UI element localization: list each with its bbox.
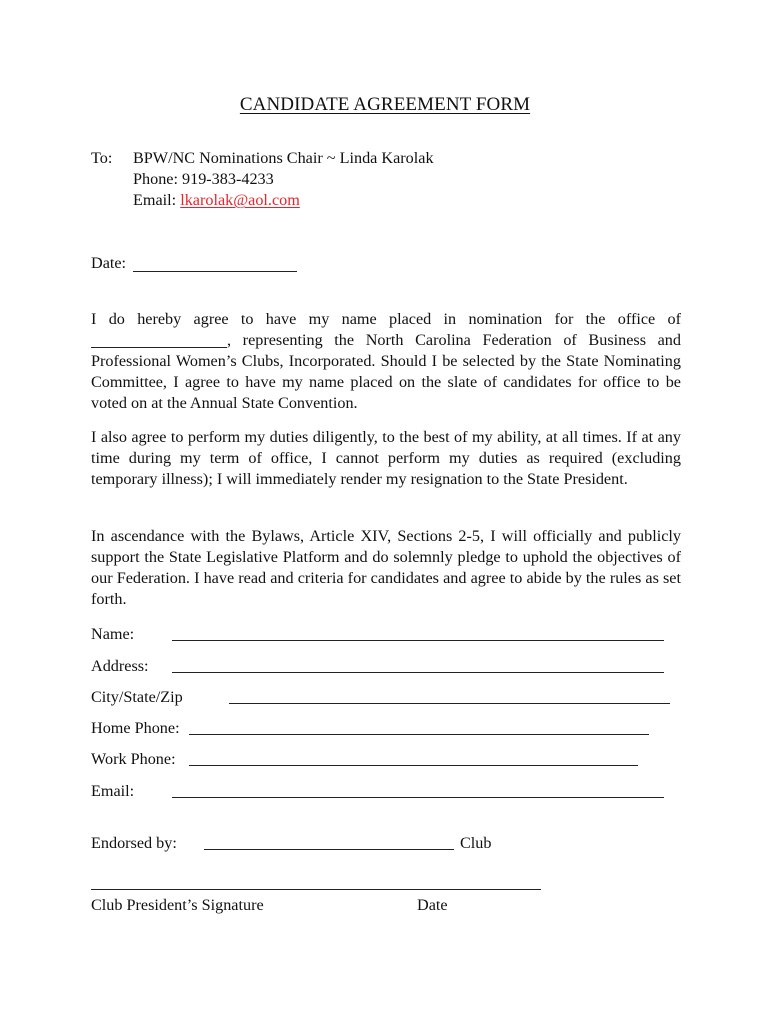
home-phone-input-line[interactable] — [189, 734, 649, 735]
paragraph-1-line-2: , representing the North Carolina Federation of Business and — [227, 331, 681, 349]
signature-label: Club President’s Signature — [91, 896, 264, 914]
paragraph-1-line-1: I do hereby agree to have my name placed in nomination for the office of — [91, 310, 681, 328]
email-input-line[interactable] — [172, 797, 664, 798]
signature-input-line[interactable] — [91, 889, 541, 890]
email-link[interactable]: lkarolak@aol.com — [180, 191, 300, 209]
signature-date-label: Date — [417, 896, 448, 914]
home-phone-label: Home Phone: — [91, 719, 180, 737]
recipient-text: BPW/NC Nominations Chair ~ Linda Karolak — [133, 149, 434, 167]
paragraph-2: I also agree to perform my duties diligently, to the best of my ability, at all times. If at any time during my term of office, I cannot perform my duties as required (excluding temporary illness); I will immediately render my resignation to the State President. — [91, 428, 681, 488]
office-input-line[interactable] — [91, 347, 227, 348]
city-state-zip-label: City/State/Zip — [91, 688, 183, 706]
work-phone-label: Work Phone: — [91, 750, 176, 768]
to-label: To: — [91, 149, 113, 167]
page-title: CANDIDATE AGREEMENT FORM — [239, 94, 531, 115]
paragraph-1-rest: Professional Women’s Clubs, Incorporated. Should I be selected by the State Nominating Committee, I agree to have my name placed on the slate of candidates for office to be voted on at the Annual State Convention. — [91, 352, 681, 412]
name-input-line[interactable] — [172, 640, 664, 641]
date-label: Date: — [91, 254, 127, 272]
name-label: Name: — [91, 625, 135, 643]
email-line — [133, 190, 300, 211]
address-input-line[interactable] — [172, 672, 664, 673]
endorsed-by-label: Endorsed by: — [91, 834, 177, 852]
endorsed-club-input-line[interactable] — [204, 849, 454, 850]
work-phone-input-line[interactable] — [189, 765, 638, 766]
email-label: Email: — [133, 191, 177, 209]
email-field-label: Email: — [91, 782, 135, 800]
paragraph-3: In ascendance with the Bylaws, Article XIV, Sections 2-5, I will officially and publicly support the State Legislative Platform and do solemnly pledge to uphold the objectives of our Federation. I have read and criteria for candidates and agree to abide by the rules as set forth. — [91, 527, 681, 608]
address-label: Address: — [91, 657, 149, 675]
date-input-line[interactable] — [133, 271, 297, 272]
club-label: Club — [460, 834, 492, 852]
phone-label: Phone: — [133, 170, 178, 188]
phone-value: 919-383-4233 — [182, 170, 274, 188]
city-state-zip-input-line[interactable] — [229, 703, 670, 704]
phone-line — [133, 169, 274, 190]
